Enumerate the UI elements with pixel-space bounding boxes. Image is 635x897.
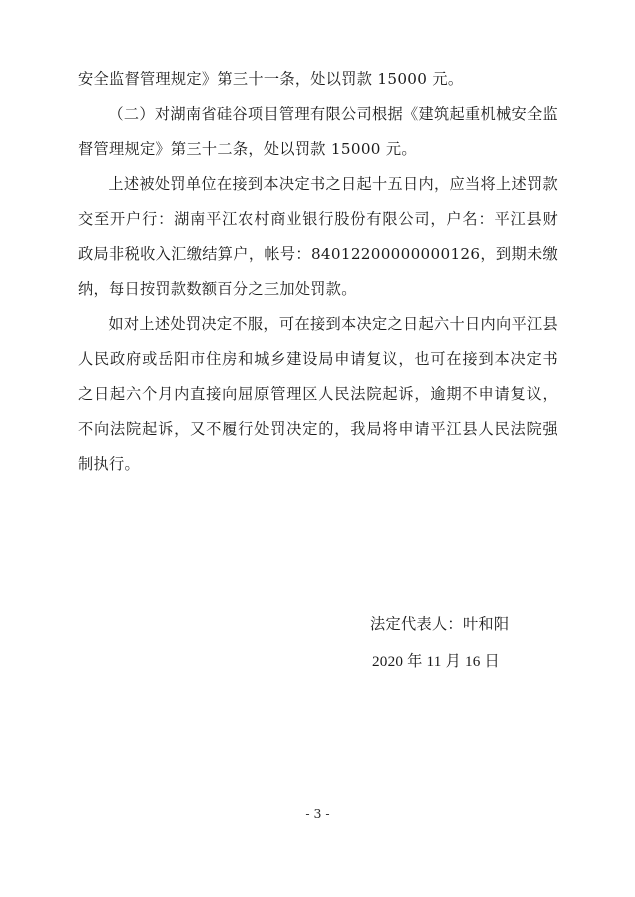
paragraph-continued-item-one: 安全监督管理规定》第三十一条，处以罚款 15000 元。: [78, 70, 464, 88]
legal-representative-line: [78, 605, 558, 643]
paragraph-item-two: （二）对湖南省硅谷项目管理有限公司根据《建筑起重机械安全监督管理规定》第三十二条，处以罚款 15000 元。: [78, 105, 558, 158]
signature-date-line: 2020 年 11 月 16 日: [372, 653, 500, 670]
legal-representative-name: 叶和阳: [462, 615, 510, 633]
paragraph-appeal-rights: 如对上述处罚决定不服，可在接到本决定之日起六十日内向平江县人民政府或岳阳市住房和城乡建设局申请复议，也可在接到本决定书之日起六个月内直接向屈原管理区人民法院起诉，逾期不申请复议，不向法院起诉，又不履行处罚决定的，我局将申请平江县人民法院强制执行。: [78, 315, 558, 473]
signature-block: [78, 605, 558, 681]
paragraph-payment-instructions: 上述被处罚单位在接到本决定书之日起十五日内，应当将上述罚款交至开户行：湖南平江农村商业银行股份有限公司，户名：平江县财政局非税收入汇缴结算户，帐号：84012200000000126，到期未缴纳，每日按罚款数额百分之三加处罚款。: [78, 175, 558, 298]
document-body: [78, 62, 558, 482]
legal-representative-label: 法定代表人：: [370, 615, 463, 633]
page-number: - 3 -: [305, 806, 330, 821]
